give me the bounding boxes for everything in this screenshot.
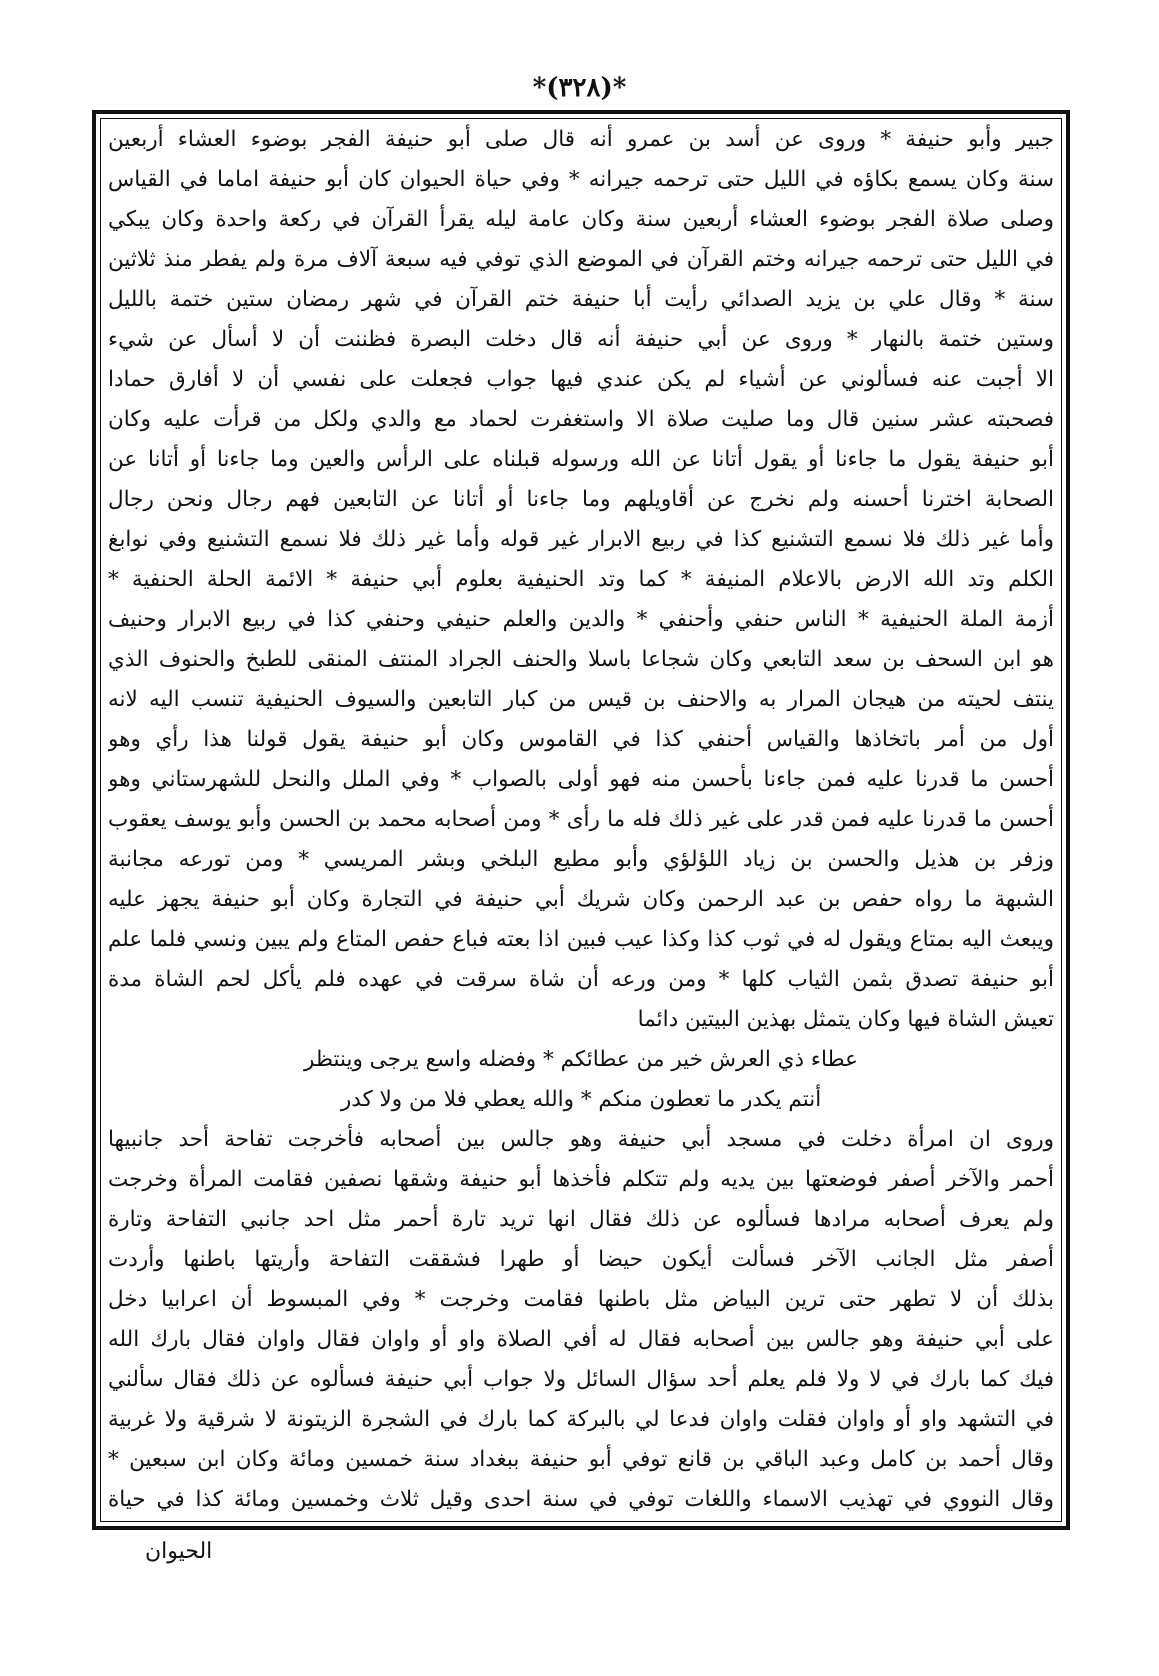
- text-line: أحسن ما قدرنا عليه فمن جاءنا بأحسن منه فهو أولى بالصواب * وفي الملل والنحل للشهرستاني وهو: [108, 767, 1054, 792]
- text-line: أصفر مثل الجانب الآخر فسألت أيكون حيضا أو طهرا فشققت التفاحة وأريتها باطنها وأردت: [108, 1247, 1054, 1272]
- text-line: وستين ختمة بالنهار * وروى عن أبي حنيفة أنه قال دخلت البصرة فظننت أن لا أسأل عن شيء: [108, 327, 1054, 352]
- text-line: في الليل حتى ترحمه جيرانه وختم القرآن في الموضع الذي توفي فيه سبعة آلاف مرة ولم يفطر منذ ثلاثين: [108, 247, 1054, 272]
- text-line: وصلى صلاة الفجر بوضوء العشاء أربعين سنة وكان عامة ليله يقرأ القرآن في ركعة واحدة وكان يبكي: [108, 207, 1054, 232]
- text-line: الشبهة ما رواه حفص بن عبد الرحمن وكان شريك أبي حنيفة في التجارة وكان أبو حنيفة يجهز عليه: [108, 887, 1054, 912]
- text-line: سنة وكان يسمع بكاؤه في الليل حتى ترحمه جيرانه * وفي حياة الحيوان كان أبو حنيفة اماما في القياس: [108, 167, 1054, 192]
- poem-verse: عطاء ذي العرش خير من عطائكم * وفضله واسع يرجى وينتظر: [304, 1047, 858, 1072]
- poem-verse: أنتم يكدر ما تعطون منكم * والله يعطي فلا من ولا كدر: [340, 1087, 822, 1112]
- catchword: الحيوان: [145, 1539, 213, 1564]
- page-number: *(٣٢٨)*: [532, 73, 627, 103]
- text-line: وروى ان امرأة دخلت في مسجد أبي حنيفة وهو جالس بين أصحابه فأخرجت تفاحة أحد جانبيها: [108, 1127, 1054, 1152]
- text-line: بذلك أن لا تطهر حتى ترين البياض مثل باطنها فقامت وخرجت * وفي المبسوط أن اعرابيا دخل: [108, 1287, 1054, 1312]
- text-line: على أبي حنيفة وهو جالس بين أصحابه فقال له أفي الصلاة واو أو واوان فقال واوان فقال بارك الله: [108, 1327, 1054, 1352]
- text-line: وأما غير ذلك فلا نسمع التشنيع كذا في ربيع الابرار غير قوله وأما غير ذلك فلا نسمع التشنيع وفي نوابغ: [108, 527, 1054, 552]
- text-line: فيك كما بارك في لا ولا فلم يعلم أحد سؤال السائل ولا جواب أبي حنيفة فسألوه عن ذلك فقال سألني: [108, 1367, 1054, 1392]
- text-line: ولم يعرف أصحابه مرادها فسألوه عن ذلك فقال انها تريد تارة أحمر مثل احد جانبي التفاحة وتارة: [108, 1207, 1054, 1232]
- text-line: أبو حنيفة يقول ما جاءنا أو يقول أتانا عن الله ورسوله قبلناه على الرأس والعين وما جاءنا أو أتانا عن: [108, 447, 1054, 472]
- text-line: الكلم وتد الله الارض بالاعلام المنيفة * كما وتد الحنيفية بعلوم أبي حنيفة * الائمة الحلة الحنفية *: [108, 567, 1054, 592]
- text-line: أحسن ما قدرنا عليه فمن قدر على غير ذلك فله ما رأى * ومن أصحابه محمد بن الحسن وأبو يوسف يعقوب: [108, 807, 1054, 832]
- text-line: ينتف لحيته من هيجان المرار به والاحنف بن قيس من كبار التابعين والسيوف الحنيفية تنسب اليه لانه: [108, 687, 1054, 712]
- text-line: أول من أمر باتخاذها والقياس أحنفي كذا في القاموس وكان أبو حنيفة يقول قولنا هذا رأي وهو: [108, 727, 1054, 752]
- text-line: فصحبته عشر سنين قال وما صليت صلاة الا واستغفرت لحماد مع والدي ولكل من قرأت عليه وكان: [108, 407, 1054, 432]
- text-line: الصحابة اخترنا أحسنه ولم نخرج عن أقاويلهم وما جاءنا أو أتانا عن التابعين فهم رجال ونحن رجال: [108, 487, 1054, 512]
- text-line: وقال أحمد بن كامل وعبد الباقي بن قانع توفي أبو حنيفة ببغداد سنة خمسين ومائة وكان ابن سبعين *: [108, 1447, 1054, 1472]
- text-line: هو ابن السحف بن سعد التابعي وكان شجاعا باسلا والحنف الجراد المنتف المنقى للطبخ والحنوف الذي: [108, 647, 1054, 672]
- text-line: جبير وأبو حنيفة * وروى عن أسد بن عمرو أنه قال صلى أبو حنيفة الفجر بوضوء العشاء أربعين: [108, 127, 1054, 152]
- text-line: ويبعث اليه بمتاع ويقول له في ثوب كذا وكذا عيب فبين اذا بعته فباع حفص المتاع ولم يبين ونسي فلما علم: [108, 927, 1054, 952]
- text-line: في التشهد واو أو واوان فقلت واوان فدعا لي بالبركة كما بارك في الشجرة الزيتونة لا شرقية ولا غربية: [108, 1407, 1054, 1432]
- main-text-block: [108, 120, 1054, 1520]
- text-line: أزمة الملة الحنيفية * الناس حنفي وأحنفي * والدين والعلم حنيفي وحنفي كذا في ربيع الابرار وحنيف: [108, 607, 1054, 632]
- text-line: وزفر بن هذيل والحسن بن زياد اللؤلؤي وأبو مطيع البلخي وبشر المريسي * ومن تورعه مجانبة: [108, 847, 1054, 872]
- text-line: سنة * وقال علي بن يزيد الصدائي رأيت أبا حنيفة ختم القرآن في شهر رمضان ستين ختمة بالليل: [108, 287, 1054, 312]
- text-line: أحمر والآخر أصفر فوضعتها بين يديه ولم تتكلم فأخذها أبو حنيفة وشقها نصفين فقامت المرأة وخرجت: [108, 1167, 1054, 1192]
- text-line: أبو حنيفة تصدق بثمن الثياب كلها * ومن ورعه أن شاة سرقت في عهده فلم يأكل لحم الشاة مدة: [108, 967, 1054, 992]
- text-line: وقال النووي في تهذيب الاسماء واللغات توفي في سنة احدى وقيل ثلاث وخمسين ومائة كذا في حياة: [108, 1487, 1054, 1512]
- text-line: الا أجبت عنه فسألوني عن أشياء لم يكن عندي فيها جواب فجعلت على نفسي أن لا أفارق حمادا: [108, 367, 1054, 392]
- text-line: تعيش الشاة فيها وكان يتمثل بهذين البيتين دائما: [637, 1007, 1054, 1032]
